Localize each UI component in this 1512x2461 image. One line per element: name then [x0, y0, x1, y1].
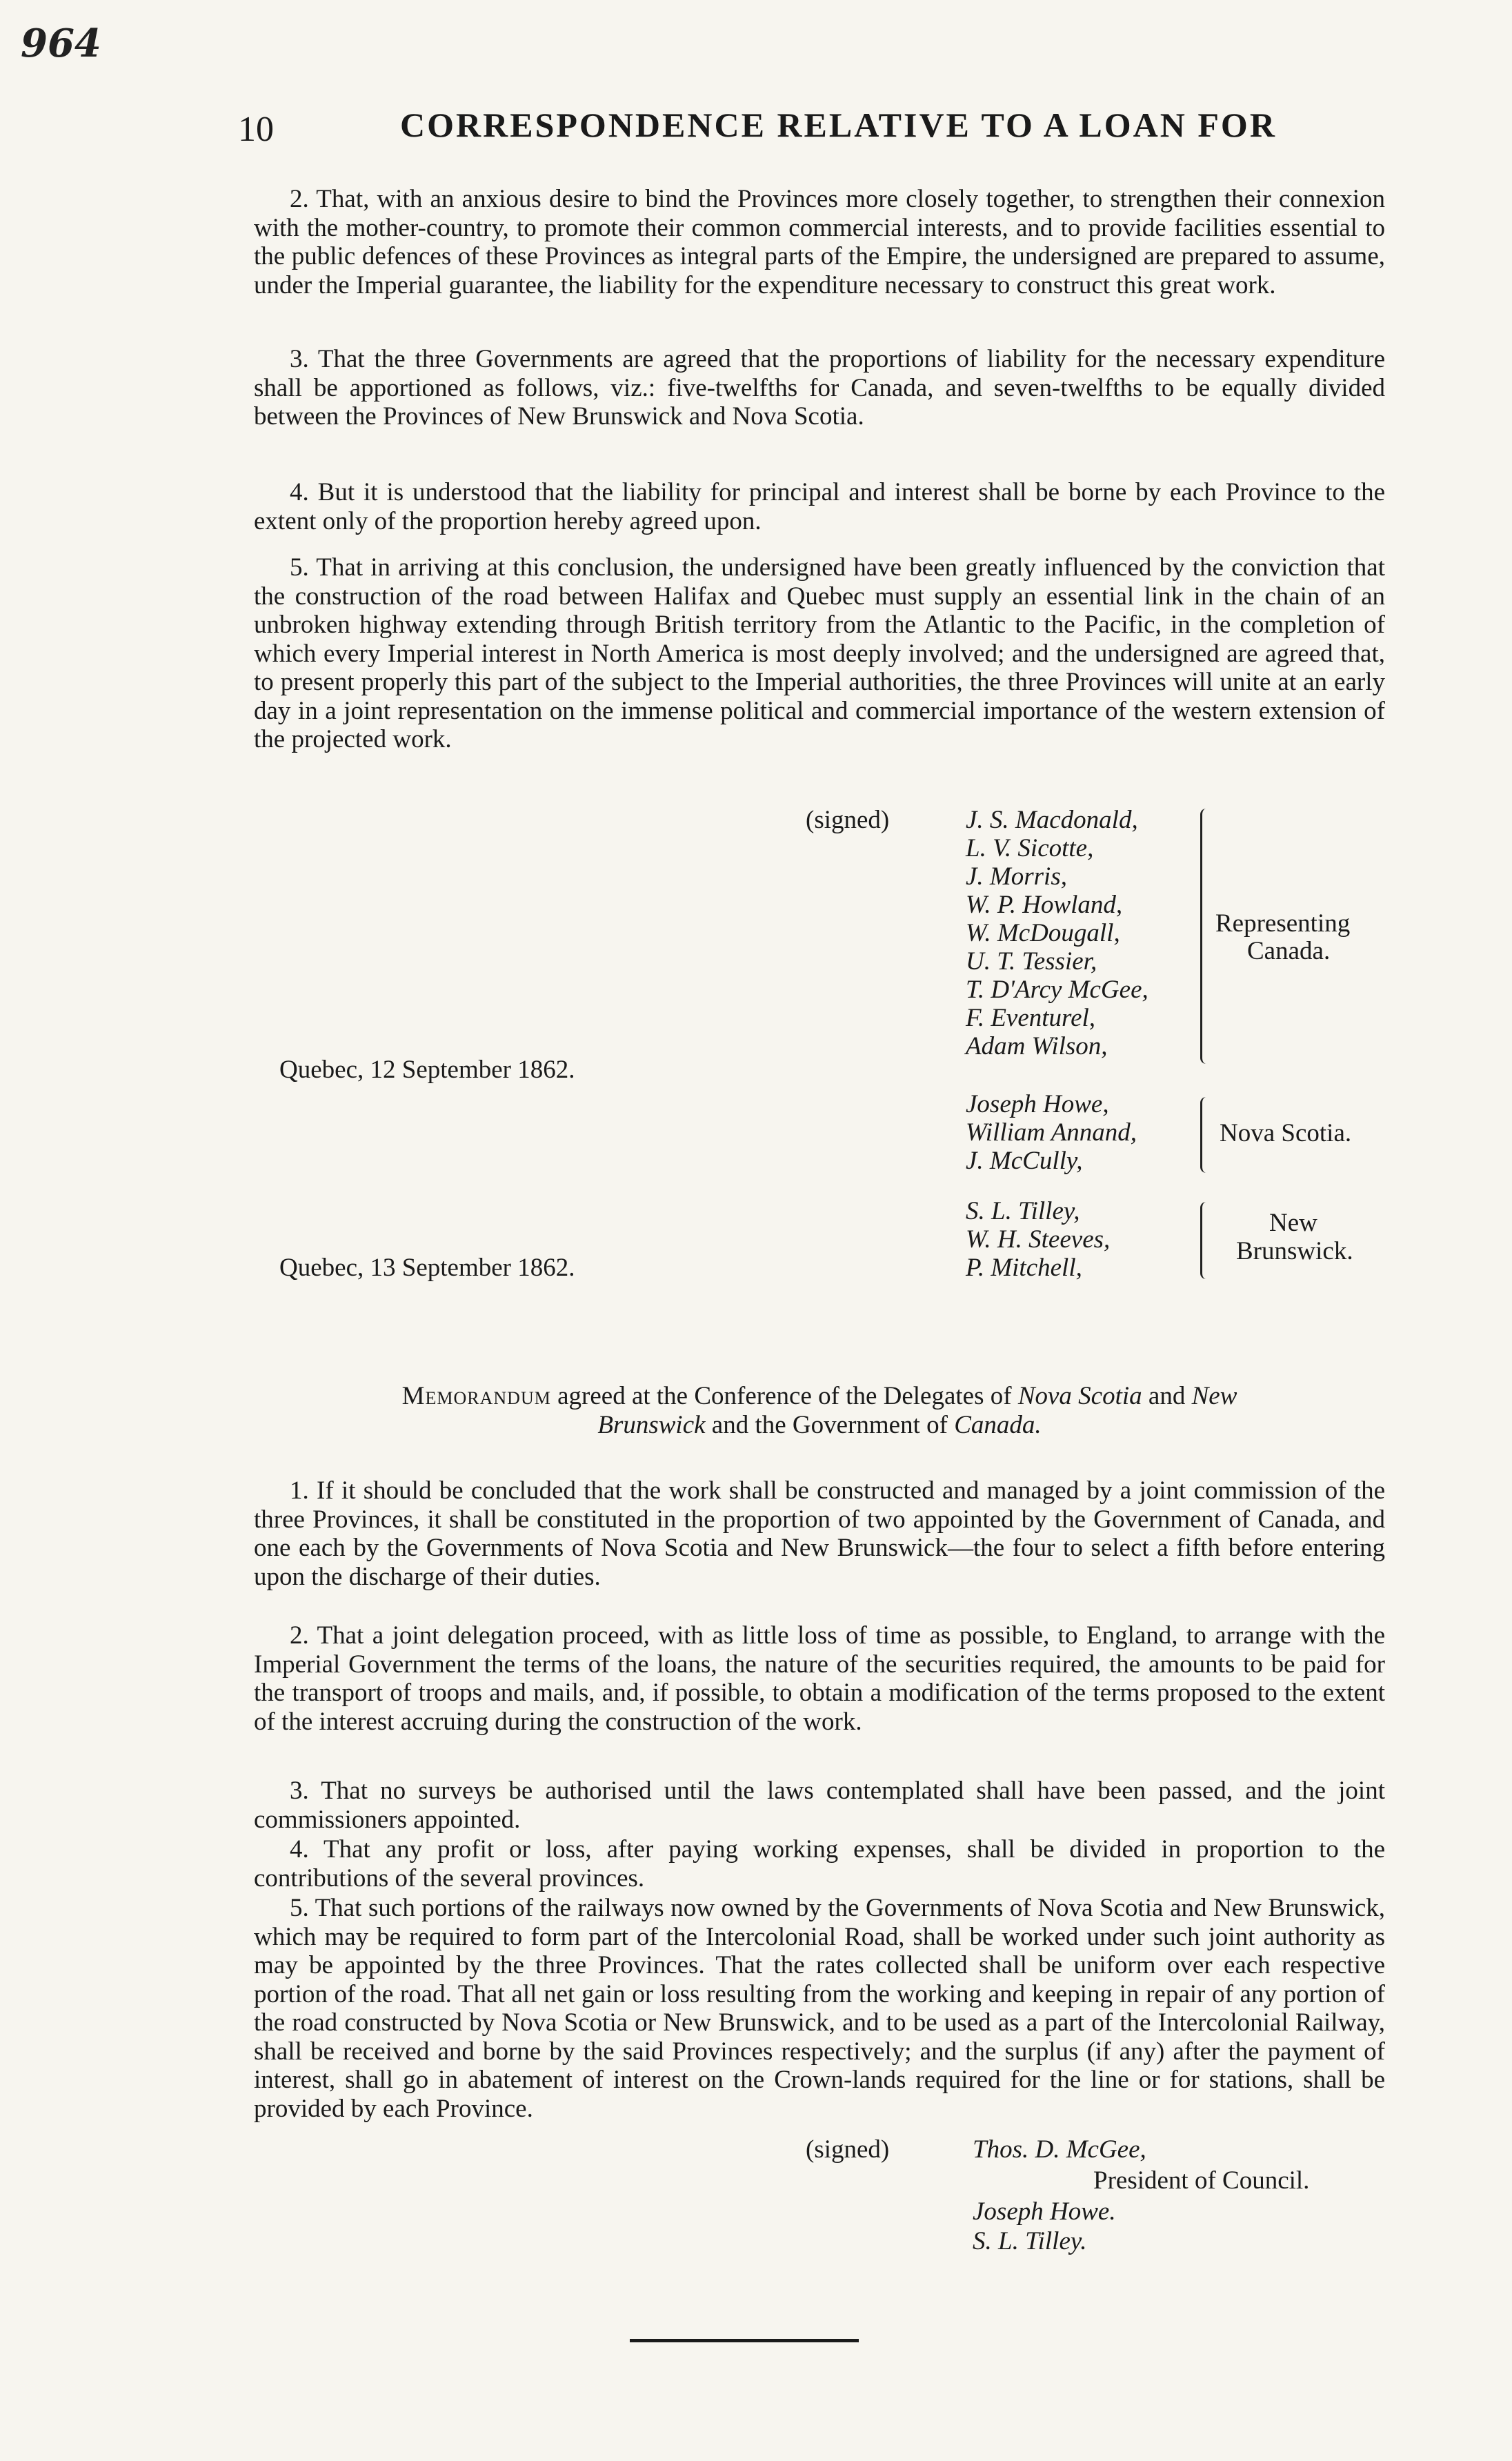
- signatory: F. Eventurel,: [966, 1004, 1096, 1032]
- paragraph-5: 5. That in arriving at this conclusion, the undersigned have been greatly influenced by the conviction that the construction of the road between Halifax and Quebec must supply an essential link in the chain of an unbroken highway extending through British territory from the Atlantic to the Pacific, in the completion of which every Imperial interest in North America is most deeply involved; and the undersigned are agreed that, to present properly this part of the subject to the Imperial authorities, the three Provinces will unite at an early day in a joint representation on the immense political and commercial importance of the western extension of the projected work.: [254, 553, 1385, 753]
- signatory: P. Mitchell,: [966, 1254, 1082, 1282]
- signatory: U. T. Tessier,: [966, 947, 1097, 976]
- signatory: J. S. Macdonald,: [966, 806, 1138, 834]
- canada-label-line-2: Canada.: [1247, 937, 1331, 965]
- memorandum-heading: [254, 1382, 1385, 1440]
- memorandum-signer-tilley: S. L. Tilley.: [973, 2227, 1087, 2255]
- canada-label-line-1: Representing: [1215, 909, 1351, 938]
- memorandum-item-4: 4. That any profit or loss, after paying working expenses, shall be divided in proportion to the contributions of the several provinces.: [254, 1835, 1385, 1892]
- memorandum-heading-and: and: [1148, 1382, 1186, 1410]
- memorandum-item-1: 1. If it should be concluded that the work shall be constructed and managed by a joint commission of the three Provinces, it shall be constituted in the proportion of two appointed by the Government of Canada, and one each by the Governments of Nova Scotia and New Brunswick—the four to select a fifth before entering upon the discharge of their duties.: [254, 1476, 1385, 1591]
- memorandum-word: Memorandum: [401, 1382, 551, 1410]
- signatory: W. P. Howland,: [966, 891, 1123, 919]
- new-brunswick-brace: [1200, 1202, 1212, 1279]
- memorandum-signer-mcgee: Thos. D. McGee,: [973, 2135, 1146, 2164]
- signatory: William Annand,: [966, 1118, 1137, 1147]
- memorandum-heading-brunswick: Brunswick: [597, 1411, 706, 1439]
- nova-scotia-label: Nova Scotia.: [1220, 1119, 1352, 1147]
- memorandum-heading-text: agreed at the Conference of the Delegates of: [557, 1382, 1012, 1410]
- memorandum-item-3: 3. That no surveys be authorised until the laws contemplated shall have been passed, and the joint commissioners appointed.: [254, 1777, 1385, 1834]
- closing-rule: [630, 2339, 859, 2342]
- signatory: T. D'Arcy McGee,: [966, 976, 1148, 1004]
- signatory: W. H. Steeves,: [966, 1225, 1111, 1254]
- running-title: CORRESPONDENCE RELATIVE TO A LOAN FOR: [400, 106, 1277, 144]
- date-quebec-12: Quebec, 12 September 1862.: [279, 1056, 575, 1084]
- paragraph-2: 2. That, with an anxious desire to bind the Provinces more closely together, to strengthen their connexion with the mother-country, to promote their common commercial interests, and to provide facilities essential to the public defences of these Provinces as integral parts of the Empire, the undersigned are prepared to assume, under the Imperial guarantee, the liability for the expenditure necessary to construct this great work.: [254, 185, 1385, 299]
- signatory: W. McDougall,: [966, 919, 1120, 947]
- canada-brace: [1200, 809, 1212, 1064]
- signatory: L. V. Sicotte,: [966, 834, 1094, 862]
- new-brunswick-label-line-2: Brunswick.: [1236, 1237, 1353, 1265]
- signatory: S. L. Tilley,: [966, 1197, 1080, 1225]
- signatory: Joseph Howe,: [966, 1090, 1109, 1118]
- signatory: J. McCully,: [966, 1147, 1083, 1175]
- memorandum-heading-canada: Canada.: [954, 1411, 1042, 1439]
- date-quebec-13: Quebec, 13 September 1862.: [279, 1254, 575, 1282]
- memorandum-heading-new: New: [1191, 1382, 1237, 1410]
- signatory: Adam Wilson,: [966, 1032, 1108, 1060]
- memorandum-signer-howe: Joseph Howe.: [973, 2197, 1116, 2226]
- memorandum-heading-government: and the Government of: [711, 1411, 948, 1439]
- memorandum-signed-label: (signed): [806, 2135, 890, 2164]
- handwritten-mark: 964: [21, 21, 101, 66]
- signed-label: (signed): [806, 806, 890, 834]
- signatory: J. Morris,: [966, 862, 1067, 891]
- new-brunswick-label-line-1: New: [1269, 1209, 1317, 1237]
- memorandum-heading-ns: Nova Scotia: [1017, 1382, 1142, 1410]
- paragraph-4: 4. But it is understood that the liability for principal and interest shall be borne by each Province to the extent only of the proportion hereby agreed upon.: [254, 478, 1385, 535]
- memorandum-item-5: 5. That such portions of the railways now owned by the Governments of Nova Scotia and New Brunswick, which may be required to form part of the Intercolonial Road, shall be worked under such joint authority as may be appointed by the three Provinces. That the rates collected shall be uniform over each respective portion of the road. That all net gain or loss resulting from the working and keeping in repair of any portion of the road constructed by Nova Scotia or New Brunswick, and to be used as a part of the Intercolonial Railway, shall be received and borne by the said Provinces respectively; and the surplus (if any) after the payment of interest, shall go in abatement of interest on the Crown-lands required for the line or for stations, shall be provided by each Province.: [254, 1894, 1385, 2123]
- memorandum-signer-title: President of Council.: [1093, 2166, 1310, 2195]
- page-number: 10: [238, 110, 274, 149]
- nova-scotia-brace: [1200, 1097, 1212, 1173]
- paragraph-3: 3. That the three Governments are agreed that the proportions of liability for the necessary expenditure shall be apportioned as follows, viz.: five-twelfths for Canada, and seven-twelfths to be equally divided between the Provinces of New Brunswick and Nova Scotia.: [254, 345, 1385, 431]
- memorandum-item-2: 2. That a joint delegation proceed, with as little loss of time as possible, to England, to arrange with the Imperial Government the terms of the loans, the nature of the securities required, the amounts to be paid for the transport of troops and mails, and, if possible, to obtain a modification of the terms proposed to the extent of the interest accruing during the construction of the work.: [254, 1621, 1385, 1736]
